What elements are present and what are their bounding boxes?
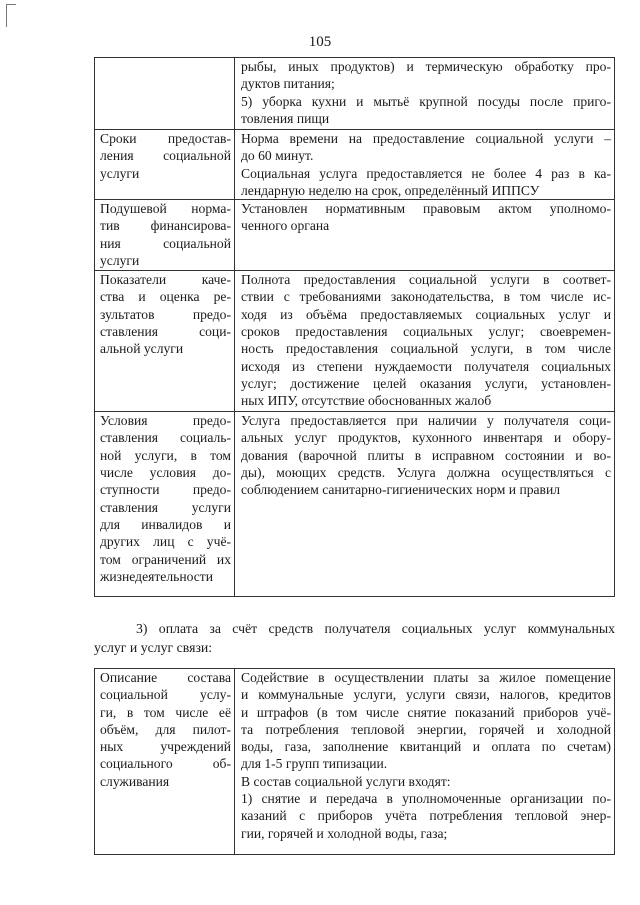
label-line: ных учреждений <box>100 739 231 755</box>
label-line: Подушевой норма- <box>100 201 231 217</box>
text-line: та потребления тепловой энергии, горячей и холодной <box>241 721 611 737</box>
row-content-cell <box>235 58 615 130</box>
label-line: услуги <box>100 253 140 269</box>
label-line: объём, для пилот- <box>100 721 231 737</box>
text-line: ченного органа <box>241 218 330 234</box>
text-line: альных услуг продуктов, кухонного инвентаря и обору- <box>241 430 611 446</box>
text-line: для 1-5 групп типизации. <box>241 756 388 772</box>
row-label-cell <box>95 58 235 130</box>
label-line: ставления социаль- <box>100 430 231 446</box>
label-line: Условия предо- <box>100 413 231 429</box>
text-line: услуг; достижение целей оказания услуги, установлен- <box>241 375 611 391</box>
text-line: соблюдением санитарно-гигиенических норм и правил <box>241 482 561 498</box>
label-line: ставления услуги <box>100 499 231 515</box>
label-line: услуги <box>100 165 140 181</box>
service-table-2 <box>94 668 615 855</box>
text-line: 1) снятие и передача в уполномоченные организации по- <box>241 791 611 807</box>
row-label-cell <box>95 412 235 597</box>
label-line: Описание состава <box>100 670 231 685</box>
service-table-1 <box>94 57 615 597</box>
table-row <box>95 271 615 412</box>
row-label-cell <box>95 271 235 412</box>
text-line: и коммунальные услуги, услуги связи, налогов, кредитов <box>241 687 611 703</box>
row-content-cell <box>235 669 615 855</box>
label-line: ги, в том числе её <box>100 704 231 720</box>
label-line: ства и оценка ре- <box>100 289 231 305</box>
row-content-cell <box>235 271 615 412</box>
text-line: ность предоставления социальной услуги, в том числе <box>241 341 611 357</box>
text-line: лендарную неделю на срок, определённый ИППСУ <box>241 182 540 198</box>
text-line: казаний с приборов учёта потребления тепловой энер- <box>241 808 611 824</box>
label-line: зультатов предо- <box>100 306 231 322</box>
text-line: исходя из степени нуждаемости получателя социальных <box>241 358 611 374</box>
label-line: ступности предо- <box>100 482 231 498</box>
page-number: 105 <box>308 34 332 50</box>
label-line: ления социальной <box>100 148 231 164</box>
label-line: служивания <box>100 773 170 789</box>
section-paragraph <box>94 619 615 657</box>
text-line: гии, горячей и холодной воды, газа; <box>241 825 448 841</box>
paragraph-line: 3) оплата за счёт средств получателя социальных услуг коммунальных <box>136 621 615 636</box>
text-line: Установлен нормативным правовым актом уполномо- <box>241 201 611 217</box>
table-row <box>95 412 615 597</box>
text-line: ходя из объёма предоставляемых социальных услуг и <box>241 306 611 322</box>
row-content-cell <box>235 200 615 271</box>
table-row <box>95 669 615 855</box>
scan-corner-mark <box>6 4 16 27</box>
text-line: Полнота предоставления социальной услуги в соответ- <box>241 272 611 288</box>
text-line: до 60 минут. <box>241 148 314 164</box>
label-line: числе условия до- <box>100 465 231 481</box>
text-line: и штрафов (в том числе снятие показаний приборов учё- <box>241 704 611 720</box>
paragraph-line: услуг и услуг связи: <box>94 640 213 655</box>
text-line: рыбы, иных продуктов) и термическую обработку про- <box>241 59 611 74</box>
label-line: ной услуги, в том <box>100 447 231 463</box>
label-line: ния социальной <box>100 235 231 251</box>
table-row <box>95 58 615 130</box>
text-line: Услуга предоставляется при наличии у получателя соци- <box>241 413 611 429</box>
row-label-cell <box>95 669 235 855</box>
text-line: воды, газа, заполнение квитанций и оплата по счетам) <box>241 739 611 755</box>
text-line: товления пищи <box>241 110 330 126</box>
text-line: Норма времени на предоставление социальной услуги – <box>241 131 611 146</box>
row-content-cell <box>235 412 615 597</box>
text-line: ды), моющих средств. Услуга должна осуществляться с <box>241 465 611 481</box>
label-line: социального об- <box>100 756 231 772</box>
row-content-cell <box>235 130 615 200</box>
label-line: для инвалидов и <box>100 516 231 532</box>
text-line: В состав социальной услуги входят: <box>241 773 451 789</box>
label-line: том ограничений их <box>100 551 231 567</box>
label-line: других лиц с учё- <box>100 534 231 550</box>
label-line: тив финансирова- <box>100 218 231 234</box>
table-row <box>95 130 615 200</box>
table-row <box>95 200 615 271</box>
label-line: ставления соци- <box>100 324 231 340</box>
text-line: 5) уборка кухни и мытьё крупной посуды после приго- <box>241 93 611 109</box>
label-line: жизнедеятельности <box>100 568 213 584</box>
text-line: дуктов питания; <box>241 76 335 92</box>
row-label-cell <box>95 130 235 200</box>
label-line: Показатели каче- <box>100 272 231 288</box>
text-line: Социальная услуга предоставляется не более 4 раз в ка- <box>241 165 611 181</box>
text-line: дования (варочной плиты в исправном состоянии и во- <box>241 447 611 463</box>
label-line: Сроки предостав- <box>100 131 231 146</box>
text-line: ных ИПУ, отсутствие обоснованных жалоб <box>241 393 492 409</box>
text-line: ствии с требованиями законодательства, в том числе ис- <box>241 289 611 305</box>
label-line: социальной услу- <box>100 687 231 703</box>
row-label-cell <box>95 200 235 271</box>
text-line: Содействие в осуществлении платы за жилое помещение <box>241 670 611 685</box>
label-line: альной услуги <box>100 341 184 357</box>
text-line: сроков предоставления социальных услуг; своевремен- <box>241 324 611 340</box>
